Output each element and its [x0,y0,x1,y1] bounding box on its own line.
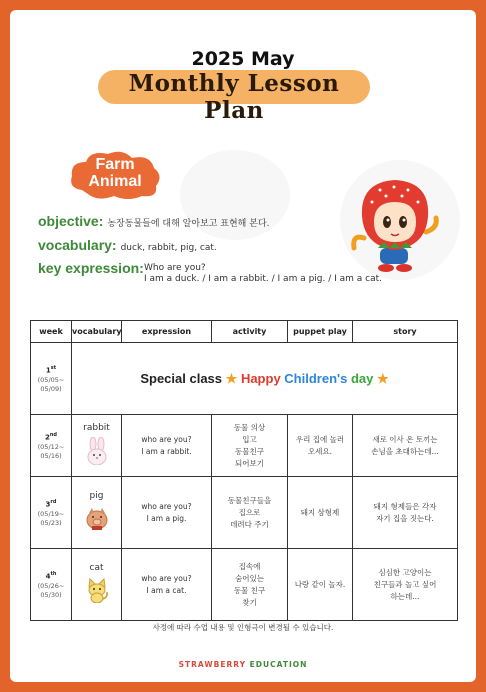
year-month-heading: 2025 May [191,48,295,70]
activity-line: 동물친구들을 [227,495,272,505]
story-line: 새로 이사 온 토끼는 [372,434,438,444]
week-dates-end: 05/30) [40,590,62,599]
lesson-plan-sheet [10,10,476,682]
week-number: 2nd [44,432,57,442]
story-cell [353,549,458,621]
week-number: 1st [45,365,57,375]
expression-answer: I am a pig. [146,513,187,523]
activity-line: 데려다 주기 [230,519,269,529]
story-line: 자기 집을 짓는다. [376,513,434,523]
activity-line: 집으로 [238,507,261,517]
week-number: 3rd [45,499,57,509]
puppet-play-cell [288,477,353,549]
table-header-row [31,321,458,343]
star-icon: ★ [225,370,238,386]
puppet-line: 나랑 같이 놀자. [294,579,346,589]
brand-footer [10,660,476,669]
header-puppet-play: puppet play [288,321,353,343]
week-dates-end: 05/23) [40,518,62,527]
puppet-play-cell [288,415,353,477]
story-cell [353,477,458,549]
week-dates-start: (05/19~ [37,509,65,518]
table-row [31,415,458,477]
pig-icon [84,505,110,531]
table-row [31,549,458,621]
week-cell [31,343,72,415]
story-line: 하는데... [390,591,420,601]
vocabulary-word: rabbit [83,422,110,433]
expression-question: who are you? [141,434,192,444]
theme-label [68,156,162,190]
theme-line-2: Animal [88,173,142,190]
expression-answer: I am a cat. [146,585,187,595]
week-dates-end: 05/09) [40,384,62,393]
vocabulary-row [38,237,217,253]
key-expression-line-1: Who are you? [144,263,206,273]
activity-line: 되어보기 [235,458,264,468]
objective-value: 농장동물들에 대해 알아보고 표현해 본다. [107,219,270,229]
vocabulary-value: duck, rabbit, pig, cat. [120,243,217,253]
star-icon: ★ [377,370,389,386]
activity-line: 동물 의상 [233,422,266,432]
week-dates-end: 05/16) [40,451,62,460]
expression-cell [122,477,212,549]
activity-cell [212,549,288,621]
key-expression-line-2: I am a duck. / I am a rabbit. / I am a pig. / I am a cat. [144,274,383,284]
header-week: week [31,321,72,343]
week-number: 4th [45,571,57,581]
activity-line: 숨어있는 [235,573,264,583]
key-expression-label: key expression: [38,260,144,276]
objective-row [38,213,269,229]
special-class-title: Special class ★ Happy Children's day ★ [140,370,389,386]
expression-cell [122,549,212,621]
objective-label: objective: [38,213,104,229]
page-title: Monthly Lesson Plan [98,70,370,104]
week-cell [31,477,72,549]
table-row [31,477,458,549]
rabbit-icon [84,437,110,465]
activity-line: 입고 [242,434,257,444]
expression-question: who are you? [141,573,192,583]
lesson-plan-table [30,320,458,621]
header-vocabulary: vocabulary [72,321,122,343]
key-expression-value [144,263,382,285]
puppet-line: 우리 집에 놀러 [295,434,345,444]
expression-cell [122,415,212,477]
week-dates-start: (05/05~ [37,375,65,384]
activity-cell [212,477,288,549]
week-dates-start: (05/26~ [37,581,65,590]
brand-part-2: EDUCATION [249,660,308,669]
brand-part-1: STRAWBERRY [178,660,247,669]
puppet-line: 오세요. [307,446,333,456]
activity-line: 집속에 [238,561,261,571]
vocabulary-label: vocabulary: [38,237,117,253]
expression-question: who are you? [141,501,192,511]
vocabulary-word: pig [89,490,104,501]
week-dates-start: (05/12~ [37,442,65,451]
puppet-line: 돼지 삼형제 [300,507,340,517]
vocabulary-cell [72,477,122,549]
week-cell [31,549,72,621]
vocabulary-cell [72,549,122,621]
activity-line: 동물친구 [235,446,264,456]
vocabulary-word: cat [89,562,104,573]
special-class-cell [72,343,458,415]
key-expression-row [38,260,144,276]
header-activity: activity [212,321,288,343]
story-cell [353,415,458,477]
header-story: story [353,321,458,343]
activity-cell [212,415,288,477]
cat-icon [84,577,110,603]
story-line: 심심한 고양이는 [378,567,432,577]
header-expression: expression [122,321,212,343]
activity-line: 동물 친구 [233,585,266,595]
theme-line-1: Farm [95,156,135,173]
activity-line: 찾기 [242,597,257,607]
week-cell [31,415,72,477]
story-line: 손님을 초대하는데... [371,446,439,456]
story-line: 돼지 형제들은 각자 [373,501,437,511]
change-notice: 사정에 따라 수업 내용 및 인형극이 변경될 수 있습니다. [152,623,334,632]
expression-answer: I am a rabbit. [141,446,192,456]
puppet-play-cell [288,549,353,621]
story-line: 친구들과 놀고 싶어 [373,579,437,589]
strawberry-mascot-icon [350,176,440,276]
table-row-special [31,343,458,415]
vocabulary-cell [72,415,122,477]
